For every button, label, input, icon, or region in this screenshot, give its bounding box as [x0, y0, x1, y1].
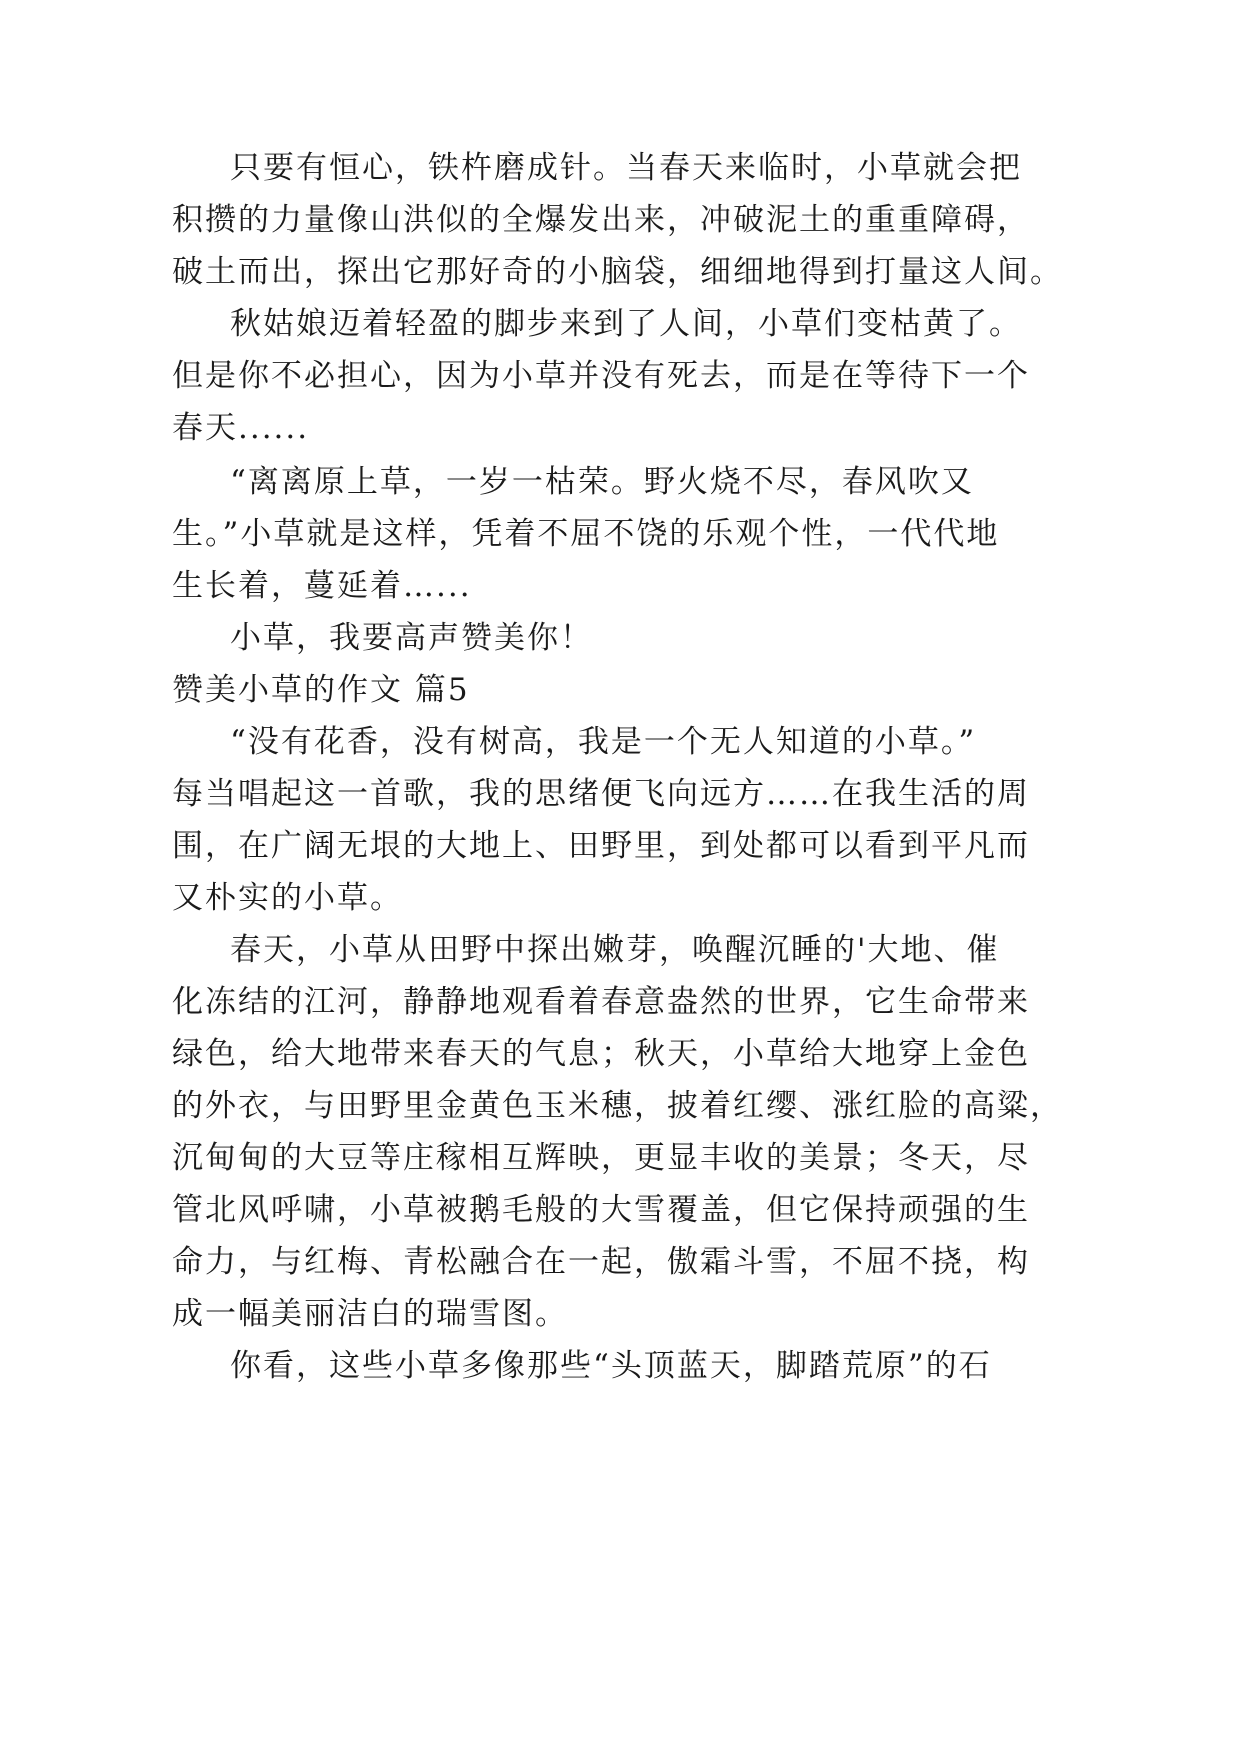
text-line: 破土而出，探出它那好奇的小脑袋，细细地得到打量这人间。 — [172, 254, 1063, 290]
text-line: 春天...... — [172, 410, 310, 446]
text-line: 小草，我要高声赞美你！ — [230, 620, 593, 656]
text-line: 每当唱起这一首歌，我的思绪便飞向远方……在我生活的周 — [172, 776, 1030, 812]
section-heading: 赞美小草的作文 篇5 — [172, 672, 470, 708]
text-line: 只要有恒心，铁杵磨成针。当春天来临时，小草就会把 — [230, 150, 1022, 186]
text-line: 秋姑娘迈着轻盈的脚步来到了人间，小草们变枯黄了。 — [230, 306, 1022, 342]
text-line: 绿色，给大地带来春天的气息；秋天，小草给大地穿上金色 — [172, 1036, 1030, 1072]
text-line: 沉甸甸的大豆等庄稼相互辉映，更显丰收的美景；冬天，尽 — [172, 1140, 1030, 1176]
text-line: 的外衣，与田野里金黄色玉米穗，披着红缨、涨红脸的高粱， — [172, 1088, 1063, 1124]
text-line: 生长着，蔓延着…... — [172, 568, 472, 604]
text-line: 但是你不必担心，因为小草并没有死去，而是在等待下一个 — [172, 358, 1030, 394]
text-line: 命力，与红梅、青松融合在一起，傲霜斗雪，不屈不挠，构 — [172, 1244, 1030, 1280]
text-line: 成一幅美丽洁白的瑞雪图。 — [172, 1296, 568, 1332]
text-line: 生。”小草就是这样，凭着不屈不饶的乐观个性，一代代地 — [172, 516, 1000, 552]
text-line: 化冻结的江河，静静地观看着春意盎然的世界，它生命带来 — [172, 984, 1030, 1020]
text-line: 管北风呼啸，小草被鹅毛般的大雪覆盖，但它保持顽强的生 — [172, 1192, 1030, 1228]
text-line: 积攒的力量像山洪似的全爆发出来，冲破泥土的重重障碍， — [172, 202, 1030, 238]
text-line: 春天，小草从田野中探出嫩芽，唤醒沉睡的'大地、催 — [230, 932, 1000, 968]
text-line: “离离原上草，一岁一枯荣。野火烧不尽，春风吹又 — [230, 464, 974, 500]
text-line: 又朴实的小草。 — [172, 880, 403, 916]
text-line: “没有花香，没有树高，我是一个无人知道的小草。” — [230, 724, 977, 760]
text-line: 围，在广阔无垠的大地上、田野里，到处都可以看到平凡而 — [172, 828, 1030, 864]
text-line: 你看，这些小草多像那些“头顶蓝天，脚踏荒原”的石 — [230, 1348, 992, 1384]
